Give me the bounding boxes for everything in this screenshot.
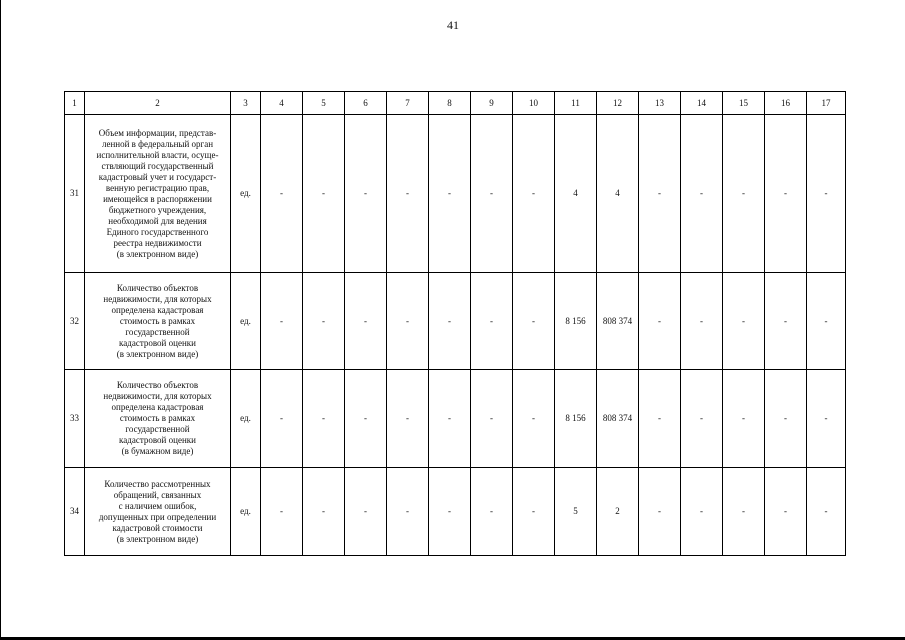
description-line: (в бумажном виде) [121, 446, 194, 456]
description-line: (в электронном виде) [116, 248, 199, 259]
column-header-2: 2 [85, 92, 231, 115]
description-line: недвижимости, для которых [103, 391, 212, 401]
description-line: имеющейся в распоряжении [103, 193, 212, 204]
value-cell: - [765, 370, 807, 468]
value-cell: - [261, 273, 303, 370]
table-row [65, 370, 846, 468]
value-cell: 8 156 [555, 370, 597, 468]
value-cell: - [513, 273, 555, 370]
value-cell: 8 156 [555, 273, 597, 370]
description-line: Количество объектов [116, 282, 199, 293]
column-header-13: 13 [639, 92, 681, 115]
value-cell: - [471, 273, 513, 370]
value-cell: - [807, 468, 846, 556]
value-cell: - [639, 468, 681, 556]
column-header-9: 9 [471, 92, 513, 115]
value-cell: - [387, 370, 429, 468]
row-number: 33 [65, 370, 85, 468]
value-cell: - [807, 370, 846, 468]
value-cell: 5 [555, 468, 597, 556]
column-header-17: 17 [807, 92, 846, 115]
description-line: стоимость в рамках [119, 413, 196, 423]
value-cell: - [723, 115, 765, 273]
value-cell: 808 374 [597, 273, 639, 370]
description-line: Количество объектов [116, 380, 199, 390]
value-cell: - [261, 370, 303, 468]
description-line: кадастровой оценки [119, 435, 196, 445]
description-line: необходимой для ведения [108, 215, 207, 226]
description-line: ствляющий государственный [101, 160, 214, 171]
value-cell: - [471, 115, 513, 273]
value-cell: - [303, 468, 345, 556]
value-cell: - [345, 115, 387, 273]
value-cell: - [303, 370, 345, 468]
value-cell: - [429, 468, 471, 556]
row-number: 34 [65, 468, 85, 556]
value-cell: - [807, 273, 846, 370]
description-line: допущенных при определении [98, 511, 217, 522]
value-cell: - [429, 115, 471, 273]
description-line: (в электронном виде) [116, 533, 199, 544]
description-line: реестра недвижимости [113, 237, 202, 248]
column-header-10: 10 [513, 92, 555, 115]
description-line: Единого государственного [106, 226, 209, 237]
value-cell: - [429, 273, 471, 370]
value-cell: - [303, 273, 345, 370]
column-header-16: 16 [765, 92, 807, 115]
column-header-1: 1 [65, 92, 85, 115]
value-cell: 4 [555, 115, 597, 273]
column-header-5: 5 [303, 92, 345, 115]
value-cell: - [471, 468, 513, 556]
description-line: кадастровой оценки [119, 337, 196, 348]
description-line: с наличием ошибок, [118, 500, 197, 511]
description-line: государственной [125, 424, 190, 434]
value-cell: - [429, 370, 471, 468]
value-cell: - [345, 468, 387, 556]
value-cell: - [639, 115, 681, 273]
value-cell: - [513, 468, 555, 556]
column-header-12: 12 [597, 92, 639, 115]
column-header-4: 4 [261, 92, 303, 115]
value-cell: - [387, 115, 429, 273]
value-cell: - [471, 370, 513, 468]
description-line: Количество рассмотренных [104, 478, 211, 489]
scan-left-edge [0, 0, 1, 640]
description-line: обращений, связанных [113, 489, 202, 500]
column-header-14: 14 [681, 92, 723, 115]
value-cell: - [513, 370, 555, 468]
value-cell: - [345, 370, 387, 468]
value-cell: - [765, 115, 807, 273]
description-line: государственной [125, 326, 190, 337]
table-row [65, 468, 846, 556]
column-header-8: 8 [429, 92, 471, 115]
description-line: (в электронном виде) [116, 348, 199, 359]
row-number: 32 [65, 273, 85, 370]
value-cell: - [639, 370, 681, 468]
table-row [65, 115, 846, 273]
unit-cell: ед. [231, 370, 261, 468]
header-row [65, 92, 846, 115]
description-line: венную регистрацию прав, [105, 182, 210, 193]
value-cell: 4 [597, 115, 639, 273]
value-cell: - [639, 273, 681, 370]
description-line: ленной в федеральный орган [101, 138, 214, 149]
value-cell: - [261, 468, 303, 556]
table-row [65, 273, 846, 370]
row-description [85, 370, 231, 468]
value-cell: - [765, 273, 807, 370]
unit-cell: ед. [231, 115, 261, 273]
value-cell: - [807, 115, 846, 273]
value-cell: - [681, 370, 723, 468]
description-line: бюджетного учреждения, [108, 204, 207, 215]
description-line: исполнительной власти, осуще- [96, 149, 219, 160]
row-description [85, 115, 231, 273]
value-cell: - [345, 273, 387, 370]
value-cell: - [765, 468, 807, 556]
value-cell: - [681, 468, 723, 556]
value-cell: - [681, 273, 723, 370]
value-cell: - [303, 115, 345, 273]
data-table [64, 91, 846, 556]
description-line: кадастровый учет и государст- [98, 171, 217, 182]
row-description [85, 468, 231, 556]
column-header-15: 15 [723, 92, 765, 115]
description-line: определена кадастровая [111, 402, 204, 412]
row-number: 31 [65, 115, 85, 273]
description-line: стоимость в рамках [119, 315, 196, 326]
description-line: недвижимости, для которых [103, 293, 212, 304]
column-header-7: 7 [387, 92, 429, 115]
row-description [85, 273, 231, 370]
description-line: кадастровой стоимости [112, 522, 203, 533]
value-cell: - [723, 370, 765, 468]
value-cell: - [681, 115, 723, 273]
description-line: Объем информации, представ- [98, 127, 217, 138]
value-cell: 2 [597, 468, 639, 556]
column-header-6: 6 [345, 92, 387, 115]
value-cell: - [261, 115, 303, 273]
value-cell: - [387, 273, 429, 370]
description-line: определена кадастровая [111, 304, 204, 315]
column-header-11: 11 [555, 92, 597, 115]
value-cell: - [723, 273, 765, 370]
value-cell: 808 374 [597, 370, 639, 468]
value-cell: - [723, 468, 765, 556]
page-number: 41 [447, 18, 459, 32]
unit-cell: ед. [231, 468, 261, 556]
value-cell: - [513, 115, 555, 273]
unit-cell: ед. [231, 273, 261, 370]
value-cell: - [387, 468, 429, 556]
column-header-3: 3 [231, 92, 261, 115]
